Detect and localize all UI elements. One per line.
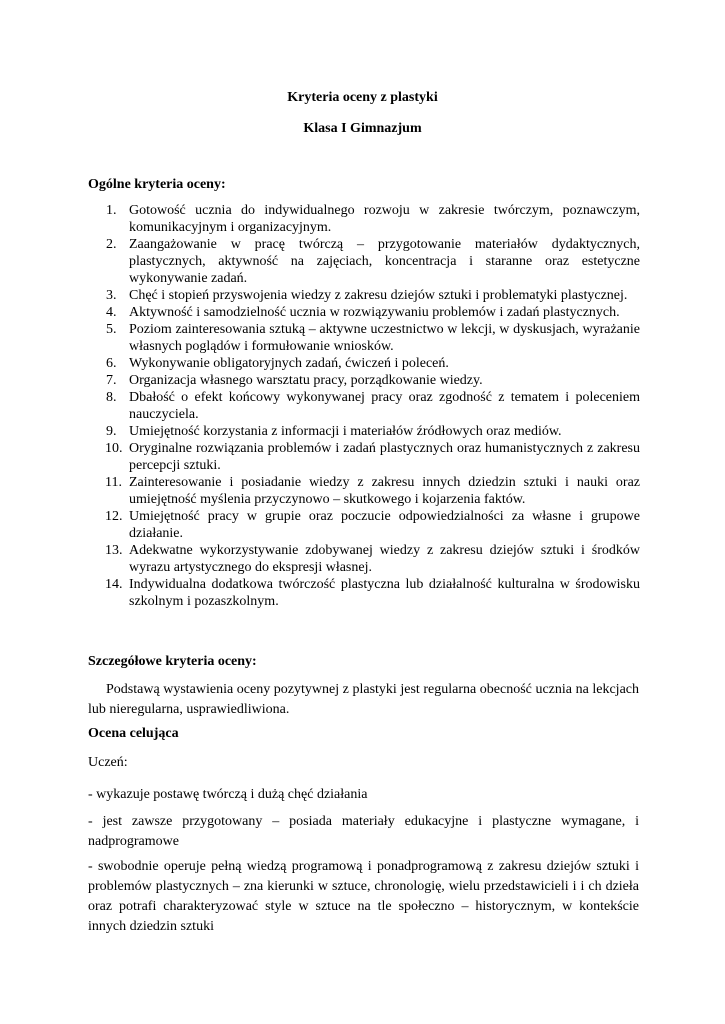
list-item-number: 3.: [106, 288, 117, 303]
list-item-text: Oryginalne rozwiązania problemów i zadań plastycznych oraz humanistycznych z zakresu percepcji sztuki.: [129, 441, 640, 473]
grade-item: - wykazuje postawę twórczą i dużą chęć działania: [88, 787, 368, 802]
list-item-text: Aktywność i samodzielność ucznia w rozwiązywaniu problemów i zadań plastycznych.: [129, 305, 620, 320]
list-item: [88, 440, 640, 474]
list-item-number: 10.: [105, 441, 123, 456]
list-item: [88, 423, 640, 440]
list-item: [88, 236, 640, 287]
list-item-text: Dbałość o efekt końcowy wykonywanej pracy oraz zgodność z tematem i poleceniem nauczyciela.: [129, 390, 640, 422]
list-item-number: 12.: [105, 509, 123, 524]
detailed-intro-paragraph: Podstawą wystawienia oceny pozytywnej z plastyki jest regularna obecność ucznia na lekcjach lub nieregularna, usprawiedliwiona.: [88, 682, 639, 717]
grade-item: - jest zawsze przygotowany – posiada materiały edukacyjne i plastyczne wymagane, i nadprogramowe: [88, 814, 639, 849]
detailed-criteria-heading: Szczegółowe kryteria oceny:: [88, 654, 257, 669]
list-item-number: 9.: [106, 424, 117, 439]
student-label: Uczeń:: [88, 755, 128, 770]
list-item-number: 7.: [106, 373, 117, 388]
list-item: [88, 287, 640, 304]
list-item-number: 1.: [106, 203, 117, 218]
general-criteria-list: [88, 202, 640, 610]
list-item-number: 14.: [105, 577, 123, 592]
list-item-text: Indywidualna dodatkowa twórczość plastyczna lub działalność kulturalna w środowisku szkolnym i pozaszkolnym.: [129, 577, 640, 609]
list-item-number: 8.: [106, 390, 117, 405]
list-item-text: Chęć i stopień przyswojenia wiedzy z zakresu dziejów sztuki i problematyki plastycznej.: [129, 288, 628, 303]
list-item-text: Poziom zainteresowania sztuką – aktywne uczestnictwo w lekcji, w dyskusjach, wyrażanie własnych poglądów i formułowanie wniosków.: [129, 322, 640, 354]
grade-heading: Ocena celująca: [88, 726, 179, 741]
list-item: [88, 576, 640, 610]
list-item-text: Wykonywanie obligatoryjnych zadań, ćwiczeń i poleceń.: [129, 356, 449, 371]
list-item-number: 6.: [106, 356, 117, 371]
document-title: Kryteria oceny z plastyki: [287, 90, 438, 105]
list-item-number: 11.: [105, 475, 122, 490]
general-criteria-heading: Ogólne kryteria oceny:: [88, 177, 226, 192]
list-item: [88, 202, 640, 236]
list-item-number: 4.: [106, 305, 117, 320]
list-item: [88, 372, 640, 389]
list-item: [88, 508, 640, 542]
list-item-text: Umiejętność korzystania z informacji i materiałów źródłowych oraz mediów.: [129, 424, 562, 439]
list-item-number: 2.: [106, 237, 117, 252]
list-item-number: 13.: [105, 543, 123, 558]
list-item-text: Organizacja własnego warsztatu pracy, porządkowanie wiedzy.: [129, 373, 483, 388]
list-item: [88, 542, 640, 576]
list-item: [88, 355, 640, 372]
document-subtitle: Klasa I Gimnazjum: [303, 121, 422, 136]
list-item: [88, 389, 640, 423]
list-item-text: Adekwatne wykorzystywanie zdobywanej wiedzy z zakresu dziejów sztuki i środków wyrazu artystycznego do ekspresji własnej.: [129, 543, 640, 575]
list-item: [88, 474, 640, 508]
list-item-text: Gotowość ucznia do indywidualnego rozwoju w zakresie twórczym, poznawczym, komunikacyjnym i organizacyjnym.: [129, 203, 640, 235]
list-item-text: Zainteresowanie i posiadanie wiedzy z zakresu innych dziedzin sztuki i nauki oraz umiejętność myślenia przyczynowo – skutkowego i kojarzenia faktów.: [129, 475, 640, 507]
list-item: [88, 321, 640, 355]
list-item-number: 5.: [106, 322, 117, 337]
list-item-text: Umiejętność pracy w grupie oraz poczucie odpowiedzialności za własne i grupowe działanie.: [129, 509, 640, 541]
list-item: [88, 304, 640, 321]
grade-item: - swobodnie operuje pełną wiedzą programową i ponadprogramową z zakresu dziejów sztuki i problemów plastycznych – zna kierunki w sztuce, chronologię, wielu przedstawicieli i i ch dzieła oraz potrafi charakteryzować style w sztuce na tle społeczno – historycznym, w kontekście innych dziedzin sztuki: [88, 859, 639, 934]
list-item-text: Zaangażowanie w pracę twórczą – przygotowanie materiałów dydaktycznych, plastycznych, aktywność na zajęciach, koncentracja i staranne oraz estetyczne wykonywanie zadań.: [129, 237, 640, 286]
